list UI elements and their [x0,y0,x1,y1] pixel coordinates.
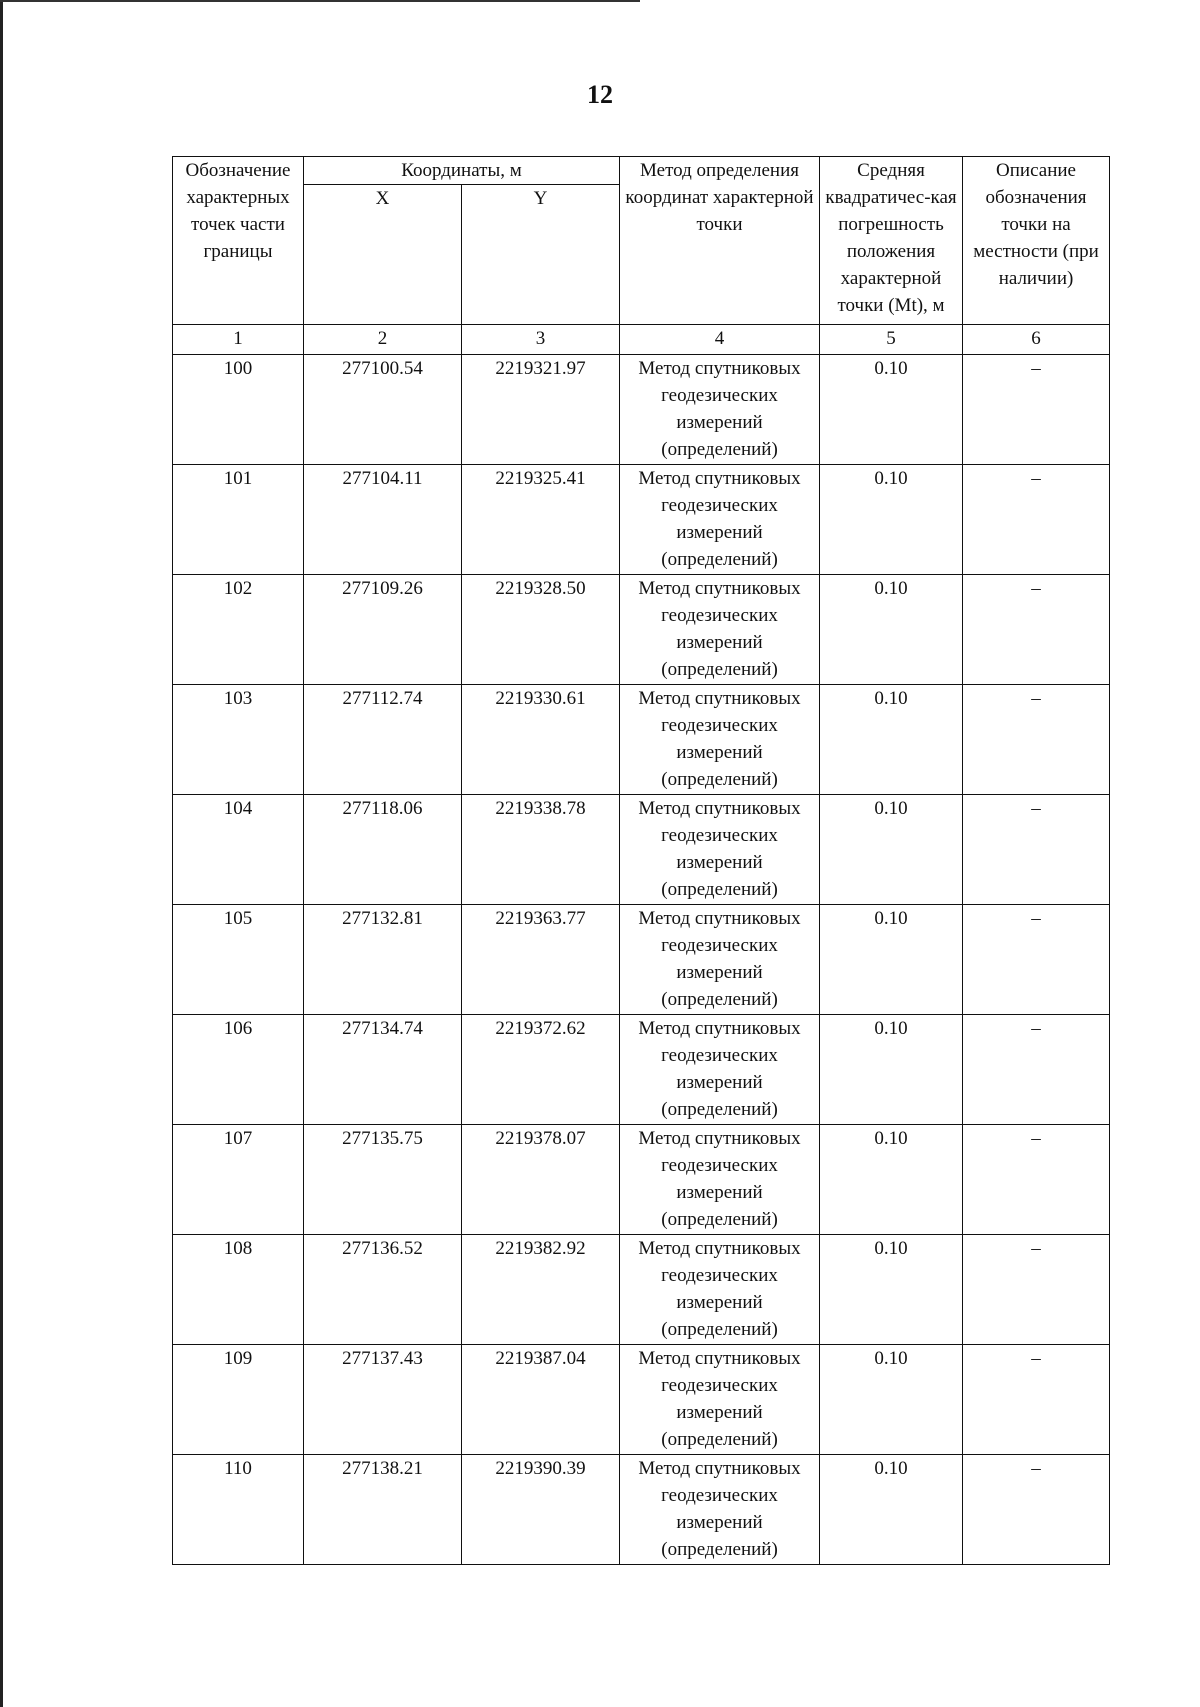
cell-x: 277100.54 [304,355,462,465]
header-x: X [304,185,462,325]
cell-method: Метод спутниковых геодезических измерений (определений) [620,1455,820,1565]
cell-x: 277135.75 [304,1125,462,1235]
cell-y: 2219387.04 [462,1345,620,1455]
cell-point: 108 [173,1235,304,1345]
cell-y: 2219338.78 [462,795,620,905]
cell-error: 0.10 [820,1345,963,1455]
cell-point: 104 [173,795,304,905]
cell-point: 102 [173,575,304,685]
column-numbers-row [173,325,1110,355]
column-number: 3 [462,325,620,355]
cell-y: 2219328.50 [462,575,620,685]
table-row [173,1455,1110,1565]
table-row [173,795,1110,905]
cell-description: – [963,1015,1110,1125]
header-y: Y [462,185,620,325]
coordinates-table [172,156,1110,1565]
cell-error: 0.10 [820,1235,963,1345]
cell-point: 101 [173,465,304,575]
cell-point: 103 [173,685,304,795]
cell-error: 0.10 [820,465,963,575]
column-number: 2 [304,325,462,355]
table-row [173,575,1110,685]
cell-point: 110 [173,1455,304,1565]
cell-error: 0.10 [820,905,963,1015]
cell-method: Метод спутниковых геодезических измерений (определений) [620,1345,820,1455]
cell-method: Метод спутниковых геодезических измерений (определений) [620,575,820,685]
cell-error: 0.10 [820,355,963,465]
header-error: Средняя квадратичес-кая погрешность положения характерной точки (Mt), м [820,157,963,325]
cell-x: 277134.74 [304,1015,462,1125]
cell-method: Метод спутниковых геодезических измерений (определений) [620,905,820,1015]
cell-x: 277112.74 [304,685,462,795]
cell-x: 277104.11 [304,465,462,575]
cell-y: 2219321.97 [462,355,620,465]
cell-method: Метод спутниковых геодезических измерений (определений) [620,465,820,575]
table-row [173,1015,1110,1125]
header-coordinates: Координаты, м [304,157,620,185]
cell-x: 277136.52 [304,1235,462,1345]
table-row [173,685,1110,795]
cell-point: 106 [173,1015,304,1125]
table-row [173,905,1110,1015]
cell-description: – [963,1455,1110,1565]
cell-point: 109 [173,1345,304,1455]
cell-x: 277118.06 [304,795,462,905]
cell-error: 0.10 [820,795,963,905]
cell-method: Метод спутниковых геодезических измерений (определений) [620,1235,820,1345]
table-row [173,465,1110,575]
scan-edge [0,0,3,1707]
cell-description: – [963,465,1110,575]
cell-method: Метод спутниковых геодезических измерений (определений) [620,355,820,465]
cell-x: 277137.43 [304,1345,462,1455]
cell-y: 2219378.07 [462,1125,620,1235]
cell-description: – [963,355,1110,465]
table-body [173,355,1110,1565]
table-row [173,1345,1110,1455]
cell-description: – [963,1345,1110,1455]
cell-description: – [963,905,1110,1015]
cell-point: 105 [173,905,304,1015]
cell-y: 2219372.62 [462,1015,620,1125]
cell-error: 0.10 [820,1125,963,1235]
table-header [173,157,1110,355]
cell-y: 2219325.41 [462,465,620,575]
column-number: 6 [963,325,1110,355]
header-method: Метод определения координат характерной точки [620,157,820,325]
cell-error: 0.10 [820,1015,963,1125]
column-number: 1 [173,325,304,355]
cell-y: 2219330.61 [462,685,620,795]
page-number: 12 [587,80,613,109]
header-description: Описание обозначения точки на местности (при наличии) [963,157,1110,325]
cell-error: 0.10 [820,575,963,685]
table-row [173,355,1110,465]
cell-method: Метод спутниковых геодезических измерений (определений) [620,1015,820,1125]
cell-x: 277138.21 [304,1455,462,1565]
cell-x: 277109.26 [304,575,462,685]
table-row [173,1125,1110,1235]
cell-point: 107 [173,1125,304,1235]
cell-y: 2219363.77 [462,905,620,1015]
cell-point: 100 [173,355,304,465]
cell-description: – [963,1235,1110,1345]
cell-description: – [963,795,1110,905]
cell-error: 0.10 [820,685,963,795]
cell-method: Метод спутниковых геодезических измерений (определений) [620,795,820,905]
column-number: 4 [620,325,820,355]
column-number: 5 [820,325,963,355]
cell-method: Метод спутниковых геодезических измерений (определений) [620,685,820,795]
cell-method: Метод спутниковых геодезических измерений (определений) [620,1125,820,1235]
scan-edge-top [0,0,640,2]
cell-y: 2219382.92 [462,1235,620,1345]
cell-x: 277132.81 [304,905,462,1015]
cell-description: – [963,685,1110,795]
cell-error: 0.10 [820,1455,963,1565]
cell-y: 2219390.39 [462,1455,620,1565]
cell-description: – [963,575,1110,685]
table-row [173,1235,1110,1345]
header-point-designation: Обозначение характерных точек части границы [173,157,304,325]
cell-description: – [963,1125,1110,1235]
